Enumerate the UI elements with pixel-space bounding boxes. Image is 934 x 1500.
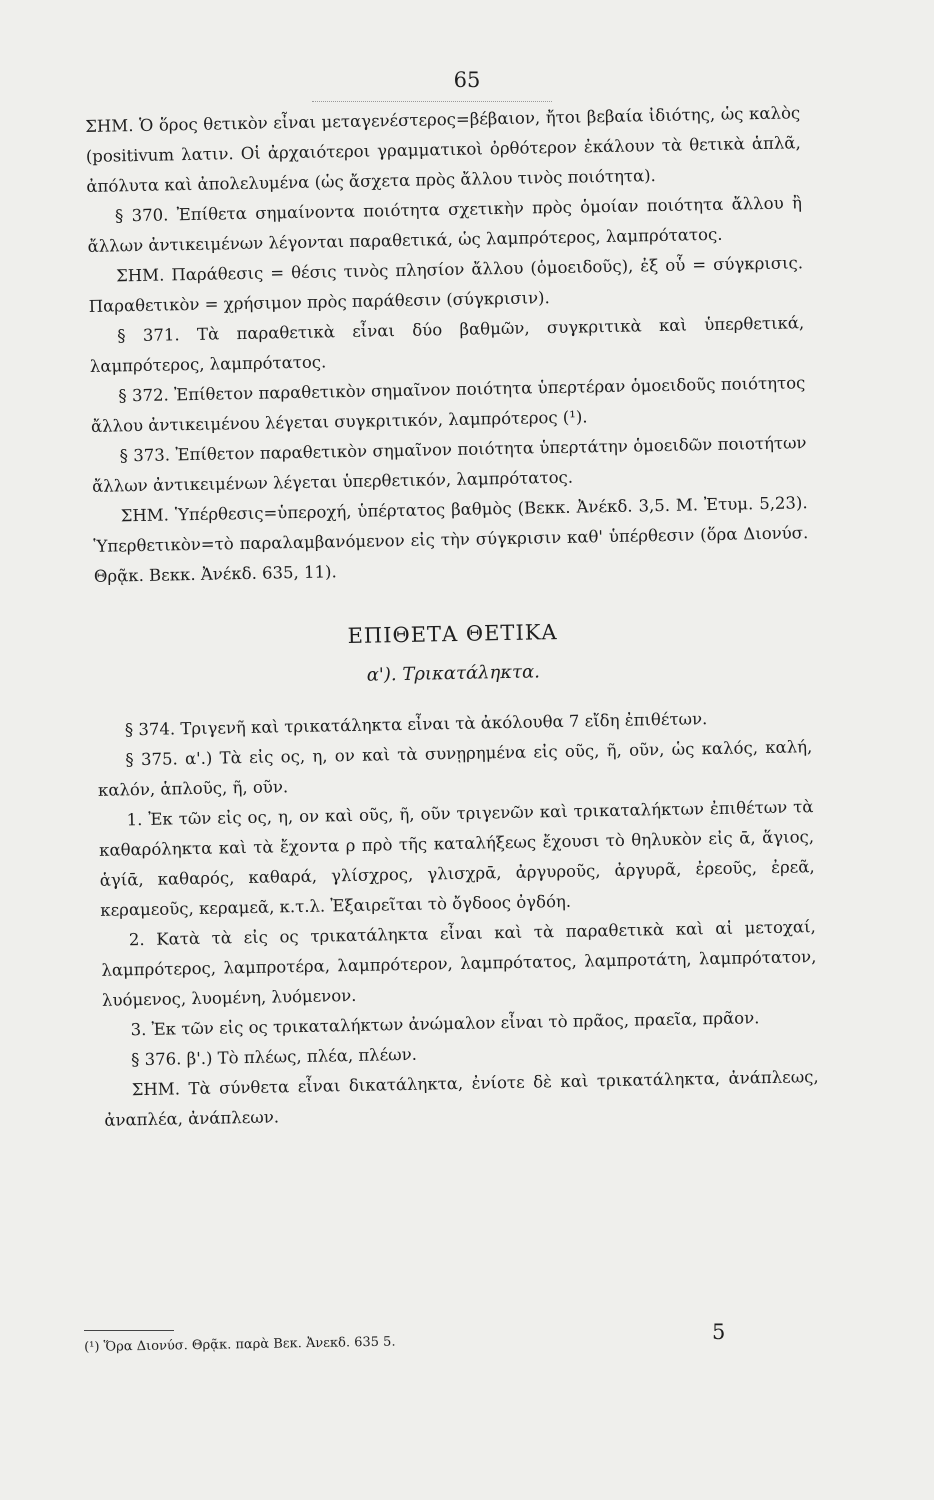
paragraph-371: § 371. Τὰ παραθετικὰ εἶναι δύο βαθμῶν, συγκριτικὰ καὶ ὑπερθετικά, λαμπρότερος, λαμπρότατος.	[89, 313, 805, 376]
paragraph-373: § 373. Ἐπίθετον παραθετικὸν σημαῖνον ποιότητα ὑπερτάτην ὁμοειδῶν ποιοτήτων ἄλλων ἀντικειμένων λέγεται ὑπερθετικόν, λαμπρότατος.	[92, 433, 807, 496]
body-text	[85, 98, 820, 1136]
paragraph-375-3: 3. Ἐκ τῶν εἰς ος τρικαταλήκτων ἀνώμαλον εἶναι τὸ πρᾶος, πραεῖα, πρᾶον.	[130, 1008, 760, 1040]
ornament-rule	[312, 101, 552, 102]
signature-mark: 5	[712, 1320, 726, 1344]
paragraph-note-hyperthesis: ΣΗΜ. Ὑπέρθεσις=ὑπεροχή, ὑπέρτατος βαθμὸς (Βεκκ. Ἀνέκδ. 3,5. Μ. Ἐτυμ. 5,23). Ὑπερθετικὸν=τὸ παραλαμβανόμενον εἰς τὴν σύγκρισιν καθ' ὑπέρθεσιν (ὅρα Διονύσ. Θρᾷκ. Βεκκ. Ἀνέκδ. 635, 11).	[93, 493, 809, 586]
paragraph-375-1: 1. Ἐκ τῶν εἰς ος, η, ον καὶ οῦς, ῆ, οῦν τριγενῶν καὶ τρικαταλήκτων ἐπιθέτων τὰ καθαρόληκτα καὶ τὰ ἔχοντα ρ πρὸ τῆς καταλήξεως ἔχουσι τὸ θηλυκὸν εἰς ᾱ, ἅγιος, ἁγίᾱ, καθαρός, καθαρά, γλίσχρος, γλισχρᾱ, ἀργυροῦς, ἀργυρᾶ, ἐρεοῦς, ἐρεᾶ, κεραμεοῦς, κεραμεᾶ, κ.τ.λ. Ἐξαιρεῖται τὸ ὄγδοος ὀγδόη.	[98, 797, 815, 920]
paragraph-375: § 375. α'.) Τὰ εἰς ος, η, ον καὶ τὰ συνῃρημένα εἰς οῦς, ῆ, οῦν, ὡς καλός, καλή, καλόν, ἁπλοῦς, ῆ, οῦν.	[97, 737, 813, 800]
paragraph-370: § 370. Ἐπίθετα σημαίνοντα ποιότητα σχετικὴν πρὸς ὁμοίαν ποιότητα ἄλλου ἢ ἄλλων ἀντικειμένων λέγονται παραθετικά, ὡς λαμπρότερος, λαμπρότατος.	[87, 193, 803, 256]
paragraph-note-compounds: ΣΗΜ. Τὰ σύνθετα εἶναι δικατάληκτα, ἐνίοτε δὲ καὶ τρικατάληκτα, ἀνάπλεως, ἀναπλέα, ἀνάπλεων.	[104, 1067, 819, 1130]
paragraph-note-positive: ΣΗΜ. Ὁ ὅρος θετικὸν εἶναι μεταγενέστερος=βέβαιον, ἤτοι βεβαία ἰδιότης, ὡς καλὸς (positivum λατιν. Οἱ ἀρχαιότεροι γραμματικοὶ ὀρθότερον ἐκάλουν τὰ θετικὰ ἁπλᾶ, ἀπόλυτα καὶ ἀπολελυμένα (ὡς ἄσχετα πρὸς ἄλλου τινὸς ποιότητα).	[85, 103, 801, 196]
page-number: 65	[453, 68, 481, 92]
paragraph-374: § 374. Τριγενῆ καὶ τρικατάληκτα εἶναι τὰ ἀκόλουθα 7 εἴδη ἐπιθέτων.	[124, 709, 708, 740]
paragraph-376: § 376. β'.) Τὸ πλέως, πλέα, πλέων.	[131, 1044, 418, 1070]
paragraph-375-2: 2. Κατὰ τὰ εἰς ος τρικατάληκτα εἶναι καὶ τὰ παραθετικὰ καὶ αἱ μετοχαί, λαμπρότερος, λαμπροτέρα, λαμπρότερον, λαμπρότατος, λαμπροτάτη, λαμπρότατον, λυόμενος, λυομένη, λυόμενον.	[101, 917, 817, 1010]
section-subheading: α'). Τρικατάληκτα.	[366, 661, 541, 686]
section-heading: ΕΠΙΘΕΤΑ ΘΕΤΙΚΑ	[347, 620, 558, 649]
paragraph-note-parathesis: ΣΗΜ. Παράθεσις = θέσις τινὸς πλησίον ἄλλου (ὁμοειδοῦς), ἐξ οὗ = σύγκρισις. Παραθετικὸν = χρήσιμον πρὸς παράθεσιν (σύγκρισιν).	[88, 253, 804, 316]
footnote: (¹) Ὅρα Διονύσ. Θρᾷκ. παρὰ Βεκ. Ἀνεκδ. 635 5.	[84, 1334, 396, 1355]
paragraph-372: § 372. Ἐπίθετον παραθετικὸν σημαῖνον ποιότητα ὑπερτέραν ὁμοειδοῦς ποιότητος ἄλλου ἀντικειμένου λέγεται συγκριτικόν, λαμπρότερος (¹).	[90, 373, 806, 436]
footnote-rule	[84, 1330, 174, 1331]
